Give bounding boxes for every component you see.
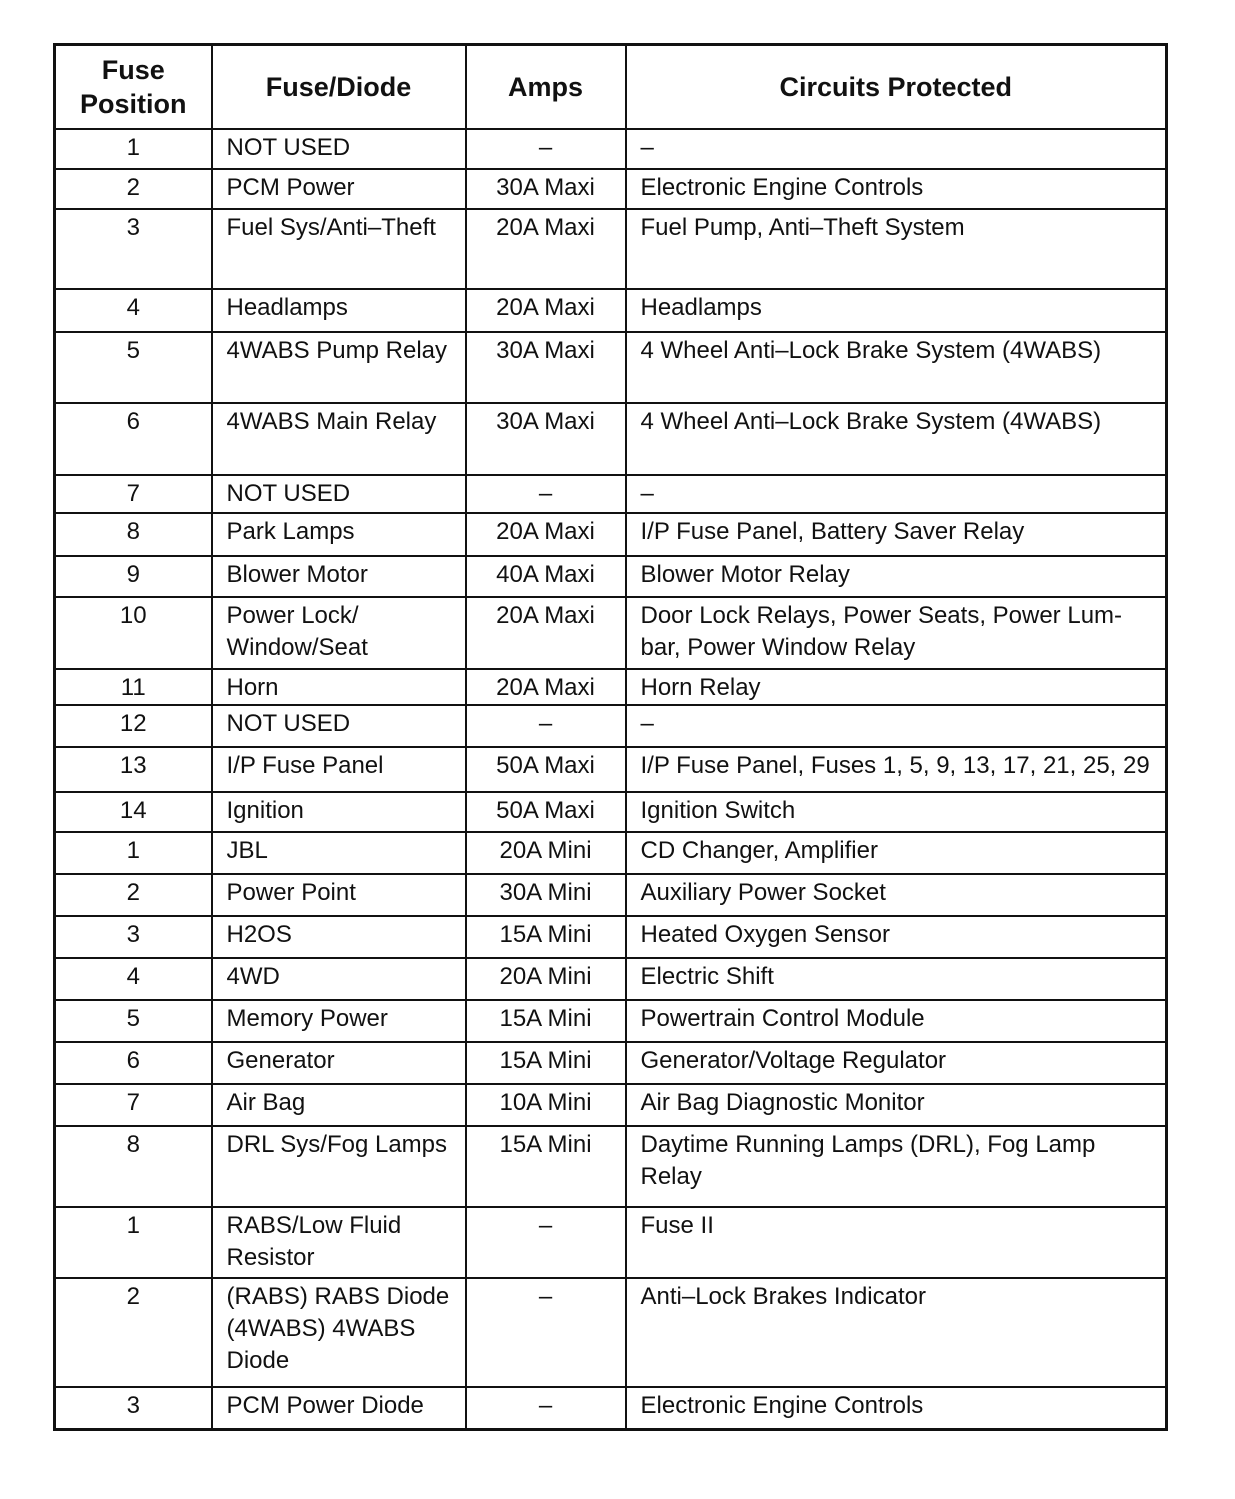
circuits-protected-cell: –	[626, 705, 1167, 747]
circuits-protected-cell: Horn Relay	[626, 669, 1167, 705]
circuits-protected-cell: Fuse II	[626, 1207, 1167, 1278]
header-fuse-diode: Fuse/Diode	[212, 45, 466, 130]
circuits-protected-cell: 4 Wheel Anti–Lock Brake System (4WABS)	[626, 403, 1167, 475]
fuse-diode-cell: Headlamps	[212, 289, 466, 332]
fuse-diode-cell: Fuel Sys/Anti–Theft	[212, 209, 466, 289]
amps-cell: 20A Maxi	[466, 289, 626, 332]
table-row	[55, 792, 1167, 832]
header-amps: Amps	[466, 45, 626, 130]
amps-cell: 15A Mini	[466, 1000, 626, 1042]
table-row	[55, 289, 1167, 332]
fuse-position-cell: 8	[55, 513, 212, 556]
circuits-protected-cell: Electronic Engine Controls	[626, 169, 1167, 209]
fuse-diode-cell: Memory Power	[212, 1000, 466, 1042]
fuse-diode-cell: PCM Power Diode	[212, 1387, 466, 1429]
fuse-position-cell: 2	[55, 874, 212, 916]
fuse-position-cell: 9	[55, 556, 212, 597]
fuse-position-cell: 5	[55, 1000, 212, 1042]
table-row	[55, 1000, 1167, 1042]
circuits-protected-cell: Fuel Pump, Anti–Theft System	[626, 209, 1167, 289]
header-fuse-position: Fuse Position	[55, 45, 212, 130]
amps-cell: 30A Maxi	[466, 169, 626, 209]
table-row	[55, 475, 1167, 513]
fuse-position-cell: 5	[55, 332, 212, 403]
amps-cell: 15A Mini	[466, 1126, 626, 1207]
fuse-position-cell: 8	[55, 1126, 212, 1207]
amps-cell: 20A Maxi	[466, 597, 626, 669]
amps-cell: 15A Mini	[466, 916, 626, 958]
table-row	[55, 958, 1167, 1000]
table-row	[55, 1387, 1167, 1429]
fuse-position-cell: 11	[55, 669, 212, 705]
circuits-protected-cell: Auxiliary Power Socket	[626, 874, 1167, 916]
table-row	[55, 1084, 1167, 1126]
fuse-diode-cell: DRL Sys/Fog Lamps	[212, 1126, 466, 1207]
fuse-position-cell: 12	[55, 705, 212, 747]
fuse-diode-cell: Horn	[212, 669, 466, 705]
circuits-protected-cell: Heated Oxygen Sensor	[626, 916, 1167, 958]
fuse-position-cell: 3	[55, 209, 212, 289]
fuse-diode-cell: H2OS	[212, 916, 466, 958]
fuse-position-cell: 7	[55, 1084, 212, 1126]
amps-cell: 20A Maxi	[466, 513, 626, 556]
amps-cell: –	[466, 1387, 626, 1429]
header-circuits-protected: Circuits Protected	[626, 45, 1167, 130]
circuits-protected-cell: –	[626, 129, 1167, 169]
circuits-protected-cell: Electronic Engine Controls	[626, 1387, 1167, 1429]
circuits-protected-cell: Headlamps	[626, 289, 1167, 332]
amps-cell: –	[466, 1207, 626, 1278]
circuits-protected-cell: Ignition Switch	[626, 792, 1167, 832]
fuse-position-cell: 4	[55, 289, 212, 332]
amps-cell: 40A Maxi	[466, 556, 626, 597]
circuits-protected-cell: Generator/Voltage Regulator	[626, 1042, 1167, 1084]
fuse-diode-cell: Power Lock/ Window/Seat	[212, 597, 466, 669]
table-row	[55, 209, 1167, 289]
table-row	[55, 1278, 1167, 1387]
amps-cell: 20A Mini	[466, 832, 626, 874]
fuse-position-cell: 1	[55, 1207, 212, 1278]
amps-cell: 30A Mini	[466, 874, 626, 916]
table-row	[55, 332, 1167, 403]
amps-cell: –	[466, 475, 626, 513]
amps-cell: 30A Maxi	[466, 403, 626, 475]
fuse-diode-cell: NOT USED	[212, 475, 466, 513]
table-row	[55, 1207, 1167, 1278]
amps-cell: –	[466, 129, 626, 169]
amps-cell: 20A Maxi	[466, 209, 626, 289]
fuse-position-cell: 2	[55, 169, 212, 209]
fuse-diode-cell: Generator	[212, 1042, 466, 1084]
amps-cell: 50A Maxi	[466, 747, 626, 792]
circuits-protected-cell: Powertrain Control Module	[626, 1000, 1167, 1042]
fuse-diode-cell: Park Lamps	[212, 513, 466, 556]
fuse-table	[53, 43, 1168, 1431]
fuse-position-cell: 3	[55, 1387, 212, 1429]
amps-cell: 10A Mini	[466, 1084, 626, 1126]
circuits-protected-cell: Daytime Running Lamps (DRL), Fog Lamp Relay	[626, 1126, 1167, 1207]
fuse-position-cell: 10	[55, 597, 212, 669]
table-row	[55, 705, 1167, 747]
fuse-diode-cell: (RABS) RABS Diode (4WABS) 4WABS Diode	[212, 1278, 466, 1387]
fuse-position-cell: 6	[55, 1042, 212, 1084]
circuits-protected-cell: Door Lock Relays, Power Seats, Power Lum-bar, Power Window Relay	[626, 597, 1167, 669]
circuits-protected-cell: 4 Wheel Anti–Lock Brake System (4WABS)	[626, 332, 1167, 403]
fuse-diode-cell: PCM Power	[212, 169, 466, 209]
fuse-diode-cell: NOT USED	[212, 705, 466, 747]
table-row	[55, 916, 1167, 958]
fuse-position-cell: 2	[55, 1278, 212, 1387]
fuse-position-cell: 13	[55, 747, 212, 792]
fuse-diode-cell: 4WD	[212, 958, 466, 1000]
table-row	[55, 169, 1167, 209]
circuits-protected-cell: Anti–Lock Brakes Indicator	[626, 1278, 1167, 1387]
amps-cell: 50A Maxi	[466, 792, 626, 832]
fuse-position-cell: 14	[55, 792, 212, 832]
table-row	[55, 669, 1167, 705]
circuits-protected-cell: I/P Fuse Panel, Fuses 1, 5, 9, 13, 17, 21, 25, 29	[626, 747, 1167, 792]
fuse-position-cell: 4	[55, 958, 212, 1000]
amps-cell: –	[466, 705, 626, 747]
fuse-position-cell: 7	[55, 475, 212, 513]
table-row	[55, 597, 1167, 669]
fuse-position-cell: 1	[55, 832, 212, 874]
fuse-position-cell: 6	[55, 403, 212, 475]
header-row	[55, 45, 1167, 130]
circuits-protected-cell: CD Changer, Amplifier	[626, 832, 1167, 874]
table-row	[55, 513, 1167, 556]
fuse-diode-cell: 4WABS Pump Relay	[212, 332, 466, 403]
fuse-diode-cell: NOT USED	[212, 129, 466, 169]
table-row	[55, 556, 1167, 597]
table-row	[55, 129, 1167, 169]
fuse-position-cell: 3	[55, 916, 212, 958]
table-row	[55, 403, 1167, 475]
circuits-protected-cell: Blower Motor Relay	[626, 556, 1167, 597]
circuits-protected-cell: I/P Fuse Panel, Battery Saver Relay	[626, 513, 1167, 556]
fuse-diode-cell: Power Point	[212, 874, 466, 916]
table-row	[55, 747, 1167, 792]
fuse-diode-cell: Air Bag	[212, 1084, 466, 1126]
table-row	[55, 832, 1167, 874]
fuse-diode-cell: JBL	[212, 832, 466, 874]
amps-cell: –	[466, 1278, 626, 1387]
table-body	[55, 129, 1167, 1429]
fuse-diode-cell: 4WABS Main Relay	[212, 403, 466, 475]
amps-cell: 20A Maxi	[466, 669, 626, 705]
amps-cell: 15A Mini	[466, 1042, 626, 1084]
table-row	[55, 1042, 1167, 1084]
amps-cell: 20A Mini	[466, 958, 626, 1000]
circuits-protected-cell: Electric Shift	[626, 958, 1167, 1000]
fuse-diode-cell: I/P Fuse Panel	[212, 747, 466, 792]
fuse-diode-cell: Ignition	[212, 792, 466, 832]
table-row	[55, 874, 1167, 916]
amps-cell: 30A Maxi	[466, 332, 626, 403]
fuse-diode-cell: Blower Motor	[212, 556, 466, 597]
circuits-protected-cell: Air Bag Diagnostic Monitor	[626, 1084, 1167, 1126]
circuits-protected-cell: –	[626, 475, 1167, 513]
fuse-diode-cell: RABS/Low Fluid Resistor	[212, 1207, 466, 1278]
table-row	[55, 1126, 1167, 1207]
fuse-position-cell: 1	[55, 129, 212, 169]
